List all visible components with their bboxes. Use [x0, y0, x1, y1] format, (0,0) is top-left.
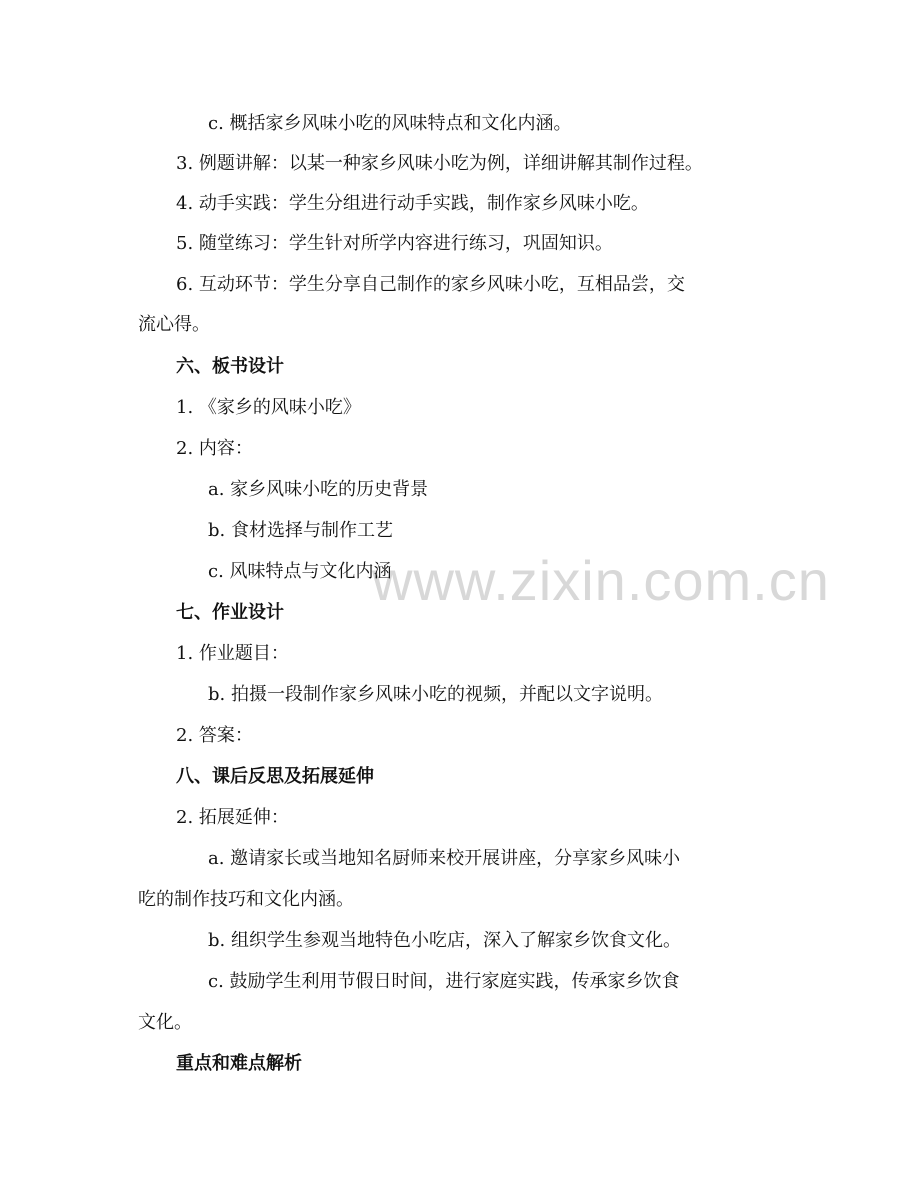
homework-item-1: 1. 作业题目：	[176, 643, 289, 664]
board-subitem-b: b. 食材选择与制作工艺	[208, 520, 393, 541]
section-heading-key-points: 重点和难点解析	[176, 1053, 302, 1074]
extension-subitem-a-continuation: 吃的制作技巧和文化内涵。	[138, 889, 354, 910]
section-heading-reflection: 八、课后反思及拓展延伸	[176, 766, 374, 787]
section-heading-board-design: 六、板书设计	[176, 356, 284, 377]
item-5-exercise: 5. 随堂练习：学生针对所学内容进行练习，巩固知识。	[176, 233, 613, 254]
item-6-continuation: 流心得。	[138, 314, 210, 335]
item-3-example: 3. 例题讲解：以某一种家乡风味小吃为例，详细讲解其制作过程。	[176, 153, 703, 174]
extension-subitem-a: a. 邀请家长或当地知名厨师来校开展讲座，分享家乡风味小	[208, 848, 681, 869]
board-subitem-c: c. 风味特点与文化内涵	[208, 561, 392, 582]
section-heading-homework: 七、作业设计	[176, 602, 284, 623]
item-4-practice: 4. 动手实践：学生分组进行动手实践，制作家乡风味小吃。	[176, 193, 649, 214]
watermark: www.zixin.com.cn	[372, 549, 830, 612]
homework-subitem-b: b. 拍摄一段制作家乡风味小吃的视频，并配以文字说明。	[208, 684, 663, 705]
board-item-1: 1. 《家乡的风味小吃》	[176, 397, 361, 418]
board-item-2: 2. 内容：	[176, 438, 253, 459]
item-6-interaction: 6. 互动环节：学生分享自己制作的家乡风味小吃，互相品尝，交	[176, 274, 685, 295]
extension-subitem-c: c. 鼓励学生利用节假日时间，进行家庭实践，传承家乡饮食	[208, 971, 680, 992]
extension-subitem-b: b. 组织学生参观当地特色小吃店，深入了解家乡饮食文化。	[208, 930, 681, 951]
homework-item-2: 2. 答案：	[176, 725, 253, 746]
extension-item-2: 2. 拓展延伸：	[176, 807, 289, 828]
board-subitem-a: a. 家乡风味小吃的历史背景	[208, 479, 429, 500]
extension-subitem-c-continuation: 文化。	[138, 1012, 192, 1033]
item-c-summary: c. 概括家乡风味小吃的风味特点和文化内涵。	[208, 113, 572, 134]
